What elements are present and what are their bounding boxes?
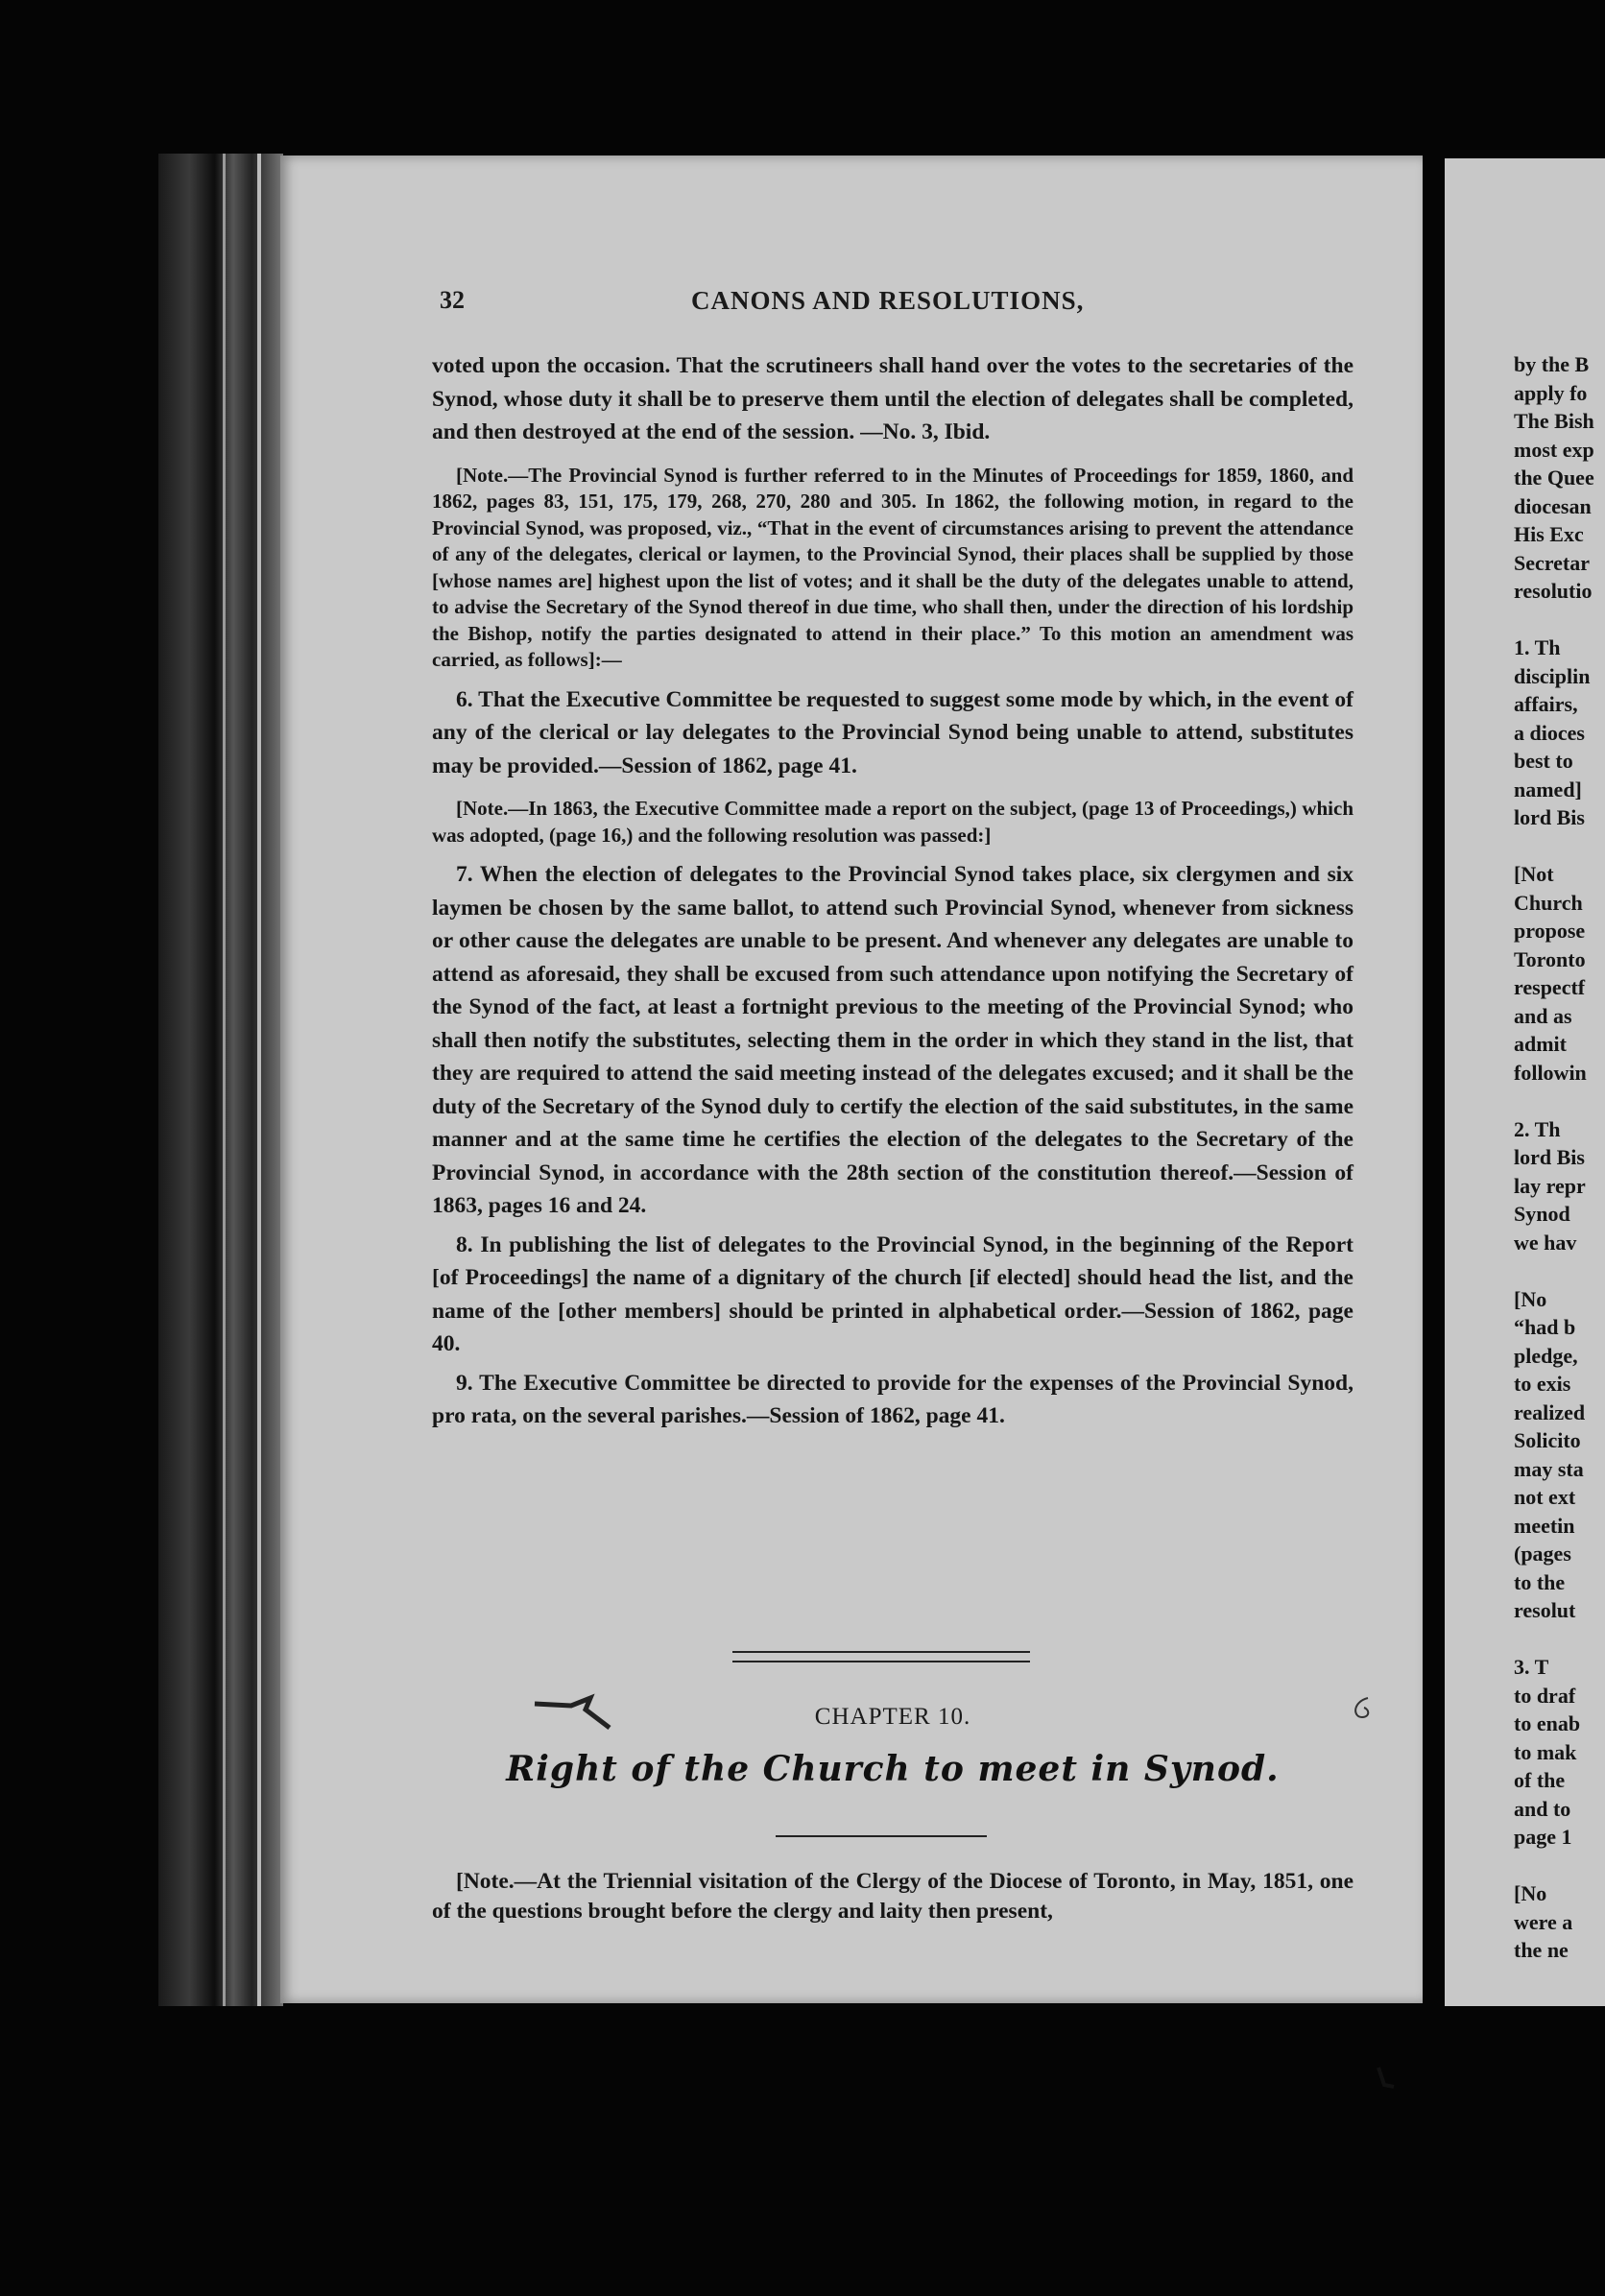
running-head-title: CANONS AND RESOLUTIONS,	[691, 286, 1085, 315]
resolution-9: 9. The Executive Committee be directed to provide for the expenses of the Provincial Synod, pro rata, on the several parishes.—Session of 1862, page 41.	[432, 1370, 1353, 1428]
page-body	[432, 349, 1353, 1439]
facing-page-line: the Quee	[1514, 466, 1594, 490]
facing-page-line: realized	[1514, 1399, 1586, 1424]
facing-page-line	[1514, 1625, 1594, 1654]
facing-page-line: “had b	[1514, 1315, 1576, 1339]
book-spine-edge	[158, 154, 283, 2006]
resolution-7: 7. When the election of delegates to the Provincial Synod takes place, six clergymen and six laymen be chosen by the same ballot, to attend such Provincial Synod, whenever from sickness or other cause the delegates are unable to be present. And whenever any delegates are unable to attend as aforesaid, they shall be excused from such attendance upon notifying the Secretary of the Synod of the fact, at least a fortnight previous to the meeting of the Provincial Synod; who shall then notify the substitutes, selecting them in the order in which they stand in the list, that they are required to attend the said meeting instead of the delegates excused; and it shall be the duty of the Secretary of the Synod duly to certify the election of the said substitutes, in the same manner and at the same time he certifies the election of the delegates to the Secretary of the Provincial Synod, in accordance with the 28th section of the constitution thereof.—Session of 1863, pages 16 and 24.	[432, 862, 1353, 1218]
spine-line	[223, 154, 226, 2006]
facing-page-line: 2. Th	[1514, 1116, 1561, 1141]
facing-page-line: admit	[1514, 1032, 1567, 1056]
resolution-6: 6. That the Executive Committee be requested to suggest some mode by which, in the event of any of the clerical or lay delegates to the Provincial Synod being unable to attend, substitutes may be provided.—Session of 1862, page 41.	[432, 686, 1353, 778]
facing-page-line: disciplin	[1514, 663, 1591, 688]
facing-page-line: 1. Th	[1514, 635, 1561, 659]
facing-page-line: [No	[1514, 1286, 1547, 1311]
facing-page-line: pledge,	[1514, 1343, 1578, 1368]
facing-page-line: best to	[1514, 749, 1573, 773]
facing-page	[1445, 158, 1605, 2006]
facing-page-line: may sta	[1514, 1456, 1584, 1481]
facing-page-line: to draf	[1514, 1683, 1576, 1708]
facing-page-line: 3. T	[1514, 1655, 1549, 1679]
facing-page-line: to enab	[1514, 1711, 1581, 1735]
paragraph-continuation: voted upon the occasion. That the scrutineers shall hand over the votes to the secretaries of the Synod, whose duty it shall be to preserve them until the election of delegates shall be completed, and then destroyed at the end of the session. —No. 3, Ibid.	[432, 353, 1353, 444]
page-number: 32	[440, 286, 465, 314]
facing-page-line: meetin	[1514, 1513, 1575, 1538]
note-triennial-visitation: [Note.—At the Triennial visitation of the Clergy of the Diocese of Toronto, in May, 1851, one of the questions brought before the clergy and laity then present,	[432, 1869, 1353, 1924]
ink-speck-mark	[1373, 2064, 1401, 2093]
facing-page-line	[1514, 1256, 1594, 1285]
facing-page-line: Secretar	[1514, 550, 1590, 575]
facing-page-line: lay repr	[1514, 1173, 1586, 1198]
facing-page-line: to exis	[1514, 1372, 1571, 1396]
facing-page-line: page 1	[1514, 1825, 1572, 1849]
facing-page-line: affairs,	[1514, 692, 1578, 716]
note-executive-committee: [Note.—In 1863, the Executive Committee made a report on the subject, (page 13 of Proceedings,) which was adopted, (page 16,) and the following resolution was passed:]	[432, 797, 1353, 847]
facing-page-line: by the B	[1514, 352, 1590, 376]
facing-page-line: of the	[1514, 1768, 1566, 1792]
facing-page-line: most exp	[1514, 437, 1594, 462]
facing-page-line: to mak	[1514, 1739, 1577, 1764]
facing-page-line: respectf	[1514, 975, 1586, 999]
facing-page-line: diocesan	[1514, 493, 1592, 518]
facing-page-line: Solicito	[1514, 1428, 1581, 1452]
facing-page-line: Synod	[1514, 1202, 1570, 1226]
facing-page-line: the ne	[1514, 1938, 1569, 1962]
facing-page-line: lord Bis	[1514, 1145, 1585, 1169]
facing-page-line: The Bish	[1514, 409, 1594, 433]
facing-page-line: resolutio	[1514, 579, 1593, 603]
facing-page-line: [No	[1514, 1881, 1547, 1905]
spine-line	[257, 154, 261, 2006]
facing-page-line: we hav	[1514, 1230, 1577, 1255]
facing-page-line: followin	[1514, 1060, 1587, 1085]
facing-page-line: Toronto	[1514, 946, 1586, 971]
chapter-title: Right of the Church to meet in Synod.	[506, 1749, 1280, 1789]
facing-page-text	[1514, 350, 1594, 1965]
facing-page-line: resolut	[1514, 1598, 1576, 1622]
note-provincial-synod: [Note.—The Provincial Synod is further referred to in the Minutes of Proceedings for 1859, 1860, and 1862, pages 83, 151, 175, 179, 268, 270, 280 and 305. In 1862, the following motion, in regard to the Provincial Synod, was proposed, viz., “That in the event of circumstances arising to prevent the attendance of any of the delegates, clerical or laymen, to the Provincial Synod, their places shall be supplied by those [whose names are] highest upon the list of votes; and it shall be the duty of the delegates unable to attend, to advise the Secretary of the Synod thereof in due time, who shall then, under the direction of his lordship the Bishop, notify the parties designated to attend in their place.” To this motion an amendment was carried, as follows]:—	[432, 463, 1353, 671]
facing-page-line: a dioces	[1514, 720, 1585, 745]
facing-page-line	[1514, 1087, 1594, 1115]
facing-page-line	[1514, 832, 1594, 861]
facing-page-line: and as	[1514, 1003, 1572, 1028]
facing-page-line: not ext	[1514, 1485, 1576, 1509]
facing-page-line: His Exc	[1514, 522, 1584, 546]
facing-page-line: and to	[1514, 1796, 1571, 1821]
facing-page-line	[1514, 1852, 1594, 1880]
resolution-8: 8. In publishing the list of delegates to the Provincial Synod, in the beginning of the Report [of Proceedings] the name of a dignitary of the church [if elected] should head the list, and the name of the [other members] should be printed in alphabetical order.—Session of 1862, page 40.	[432, 1232, 1353, 1356]
facing-page-line: (pages	[1514, 1542, 1571, 1566]
section-divider	[732, 1651, 1030, 1662]
chapter-heading: CHAPTER 10.	[814, 1704, 971, 1730]
facing-page-line: to the	[1514, 1569, 1566, 1594]
facing-page-line: [Not	[1514, 862, 1554, 886]
facing-page-line: propose	[1514, 919, 1586, 943]
facing-page-line: Church	[1514, 890, 1583, 915]
facing-page-line: apply fo	[1514, 380, 1588, 405]
facing-page-line: lord Bis	[1514, 805, 1585, 829]
facing-page-line: were a	[1514, 1909, 1573, 1934]
facing-page-line: named]	[1514, 777, 1582, 801]
facing-page-line	[1514, 606, 1594, 634]
title-underline	[776, 1835, 987, 1837]
